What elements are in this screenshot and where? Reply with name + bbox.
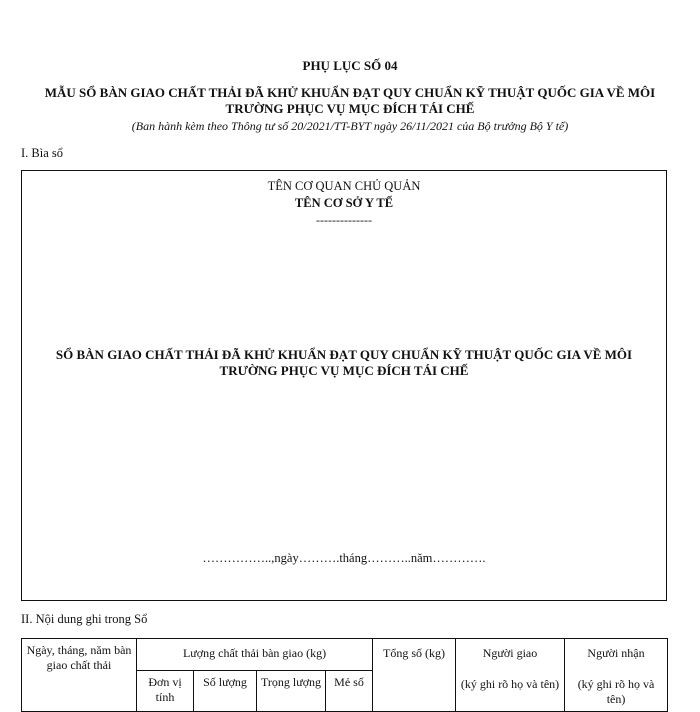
facility-name: TÊN CƠ SỞ Y TẾ <box>294 196 394 210</box>
cover-box <box>21 170 667 601</box>
dateline: ……………..,ngày……….tháng………..năm…………. <box>202 551 486 565</box>
subheader-unit: Đơn vị tính <box>137 670 194 711</box>
receiver-sign-note: (ký ghi rõ họ và tên) <box>577 677 655 706</box>
book-title: SỔ BÀN GIAO CHẤT THẢI ĐÃ KHỬ KHUẨN ĐẠT QUY CHUẨN KỸ THUẬT QUỐC GIA VỀ MÔI TRƯỜNG PHỤC VỤ MỤC ĐÍCH TÁI CHẾ <box>55 347 633 378</box>
col-header-total: Tổng số (kg) <box>373 639 456 712</box>
appendix-title: PHỤ LỤC SỐ 04 <box>302 58 398 73</box>
handover-table <box>21 638 668 712</box>
receiver-label: Người nhận <box>587 646 645 660</box>
separator-line: -------------- <box>316 213 372 227</box>
agency-name: TÊN CƠ QUAN CHỦ QUẢN <box>267 179 421 193</box>
issued-note: (Ban hành kèm theo Thông tư số 20/2021/TT-BYT ngày 26/11/2021 của Bộ trưởng Bộ Y tế) <box>131 119 569 133</box>
section2-heading: II. Nội dung ghi trong Sổ <box>21 612 148 626</box>
col-header-giver <box>456 639 565 712</box>
col-header-receiver <box>565 639 668 712</box>
subheader-weight: Trọng lượng <box>257 670 326 711</box>
form-title: MẪU SỔ BÀN GIAO CHẤT THẢI ĐÃ KHỬ KHUẨN ĐẠT QUY CHUẨN KỸ THUẬT QUỐC GIA VỀ MÔI TRƯỜNG PHỤC VỤ MỤC ĐÍCH TÁI CHẾ <box>44 85 656 116</box>
subheader-batch: Mẻ số <box>326 670 373 711</box>
giver-label: Người giao <box>482 646 538 660</box>
section1-heading: I. Bìa sổ <box>21 146 64 160</box>
col-header-date: Ngày, tháng, năm bàn giao chất thải <box>22 639 137 712</box>
col-header-amount: Lượng chất thải bàn giao (kg) <box>137 639 373 671</box>
subheader-quantity: Số lượng <box>194 670 257 711</box>
giver-sign-note: (ký ghi rõ họ và tên) <box>460 677 560 691</box>
